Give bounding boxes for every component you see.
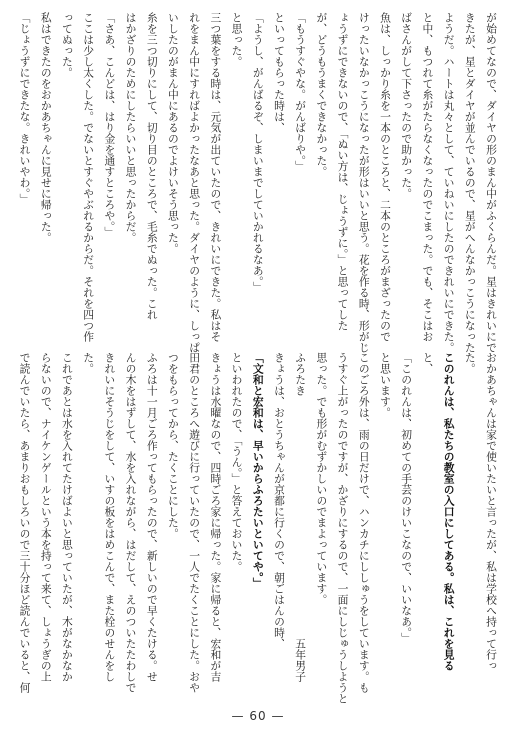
text-column: きょうは、おとうちゃんが京都に行くので、朝ごはんの時、	[272, 352, 286, 649]
text-column: ふろは十一月ごろ作ってもらったので、新しいので早くたける。せ	[145, 352, 159, 682]
text-column: このれんは、私たちの教室の入口にしてある。私は、これを見る	[442, 352, 456, 671]
text-column: 「もうすぐやな。がんばりや。」	[294, 12, 308, 172]
page-number: — 60 —	[231, 709, 285, 723]
text-column: といわれたので、「うん。」と答えておいた。	[230, 352, 244, 573]
text-column: おかあちゃんは家で使いたいと言ったが、私は学校へ持って行っ	[485, 352, 498, 671]
text-column: らないので、ナイケンゲールという本を持って来て、しょうぎの上	[39, 352, 53, 682]
text-column: 「ようし、がんばるぞ、しまいまでしていかれるなあ。」	[251, 12, 265, 293]
text-column: ふろたき 五年男子	[294, 352, 308, 682]
text-column: 「このれんは、初めての手芸のけいこなので、いいなあ。」	[400, 352, 414, 644]
text-column: と思います。	[378, 352, 392, 418]
text-column: が始めてなので、ダイヤの形のまん中がふくらんだ。星はきれいにで	[485, 12, 498, 353]
text-column: 「さあ、こんどは、はり金を通すところや。」	[103, 12, 117, 238]
text-column: ってぬった。	[60, 12, 74, 78]
text-column: きょうは水曜なので、四時ごろ家に帰った。家に帰ると、宏和が吉	[209, 352, 223, 682]
text-column: 三つ葉をする時は、元気が出ていたので、きれいにできた。私はそ	[209, 12, 223, 342]
text-column: つをもらってから、たくことにした。	[166, 352, 180, 539]
text-column: きたが、星とダイヤが並んでいるので、星がへんなかっこうになった	[463, 12, 477, 353]
text-column: と思った。	[230, 12, 244, 67]
text-column: で読んでいたら、あまりおもしろいので三十分ほど読んでいると、何	[18, 352, 32, 693]
text-column: 田君のところへ遊びに行っていたので、一人でたくことにした。おや	[188, 352, 202, 693]
text-column: た。	[463, 352, 477, 374]
text-column: うすぐ上がったのですが、かざりにするので、一面にしじゅうしようと	[336, 352, 350, 704]
text-column: ょうずにできないので、「ぬい方は、じょうずに。」と思ってした	[336, 12, 350, 332]
text-column: ようだ。ハートは丸々として、ていねいにしたのできれいにできた。	[442, 12, 456, 353]
text-column: ここは少し太くした。でないとすぐやぶれるからだ。それを四つ作	[82, 12, 96, 342]
text-column: 魚は、しっかり糸を一本のところと、二本のところがまざったので	[378, 12, 392, 342]
text-column: が、どうもうまくできなかった。	[315, 12, 329, 177]
text-column: いしたのがまん中にあるのでよけいそう思った。	[166, 12, 180, 254]
text-column: 私はできたのをおかあちゃんに見せに帰った。	[39, 12, 53, 243]
text-column: 「文和と宏和は、早いからふろたいといてや。」	[251, 352, 265, 589]
story-continuation-text	[18, 12, 502, 353]
text-column: これであとは水を入れてたけばよいと思っていたが、木がなかなか	[60, 352, 74, 682]
text-column: と中、もつれて糸がたらなくなったのでこまった。でも、そこはお	[421, 12, 435, 342]
text-column: 糸を三つ切りにして、切り目のところで、毛糸でぬった。これ	[145, 12, 159, 320]
text-column: ばさんがして下さったので助かった。	[400, 12, 414, 199]
text-column: けったいなかっこうになったが形はいいと思う。花を作る時、形がじ	[357, 12, 371, 353]
text-column: た。	[82, 352, 96, 374]
composition-text-section	[18, 352, 502, 704]
text-column: れをまん中にすればよかったなあと思った。ダイヤのように、しっぱ	[188, 12, 202, 353]
text-column: といってもらった時は、	[272, 12, 286, 133]
text-column: はかざりのためにしたらいいと思ったからだ。	[124, 12, 138, 243]
text-column: んの木をはずして、水を入れながら、はだして、えのついたたわしで	[124, 352, 138, 693]
text-column: と、	[421, 352, 435, 374]
text-column: 思った。でも形がむずかしいのでまよっています。	[315, 352, 329, 605]
text-column: きれいにそうじをして、いすの板をはめこんで、また栓のせんをし	[103, 352, 117, 682]
text-column: 「じょうずにできたな。きれいやわ。」	[18, 12, 32, 205]
text-column: このごろ外は、雨の日だけで、ハンカチにししゅうをしています。も	[357, 352, 371, 693]
